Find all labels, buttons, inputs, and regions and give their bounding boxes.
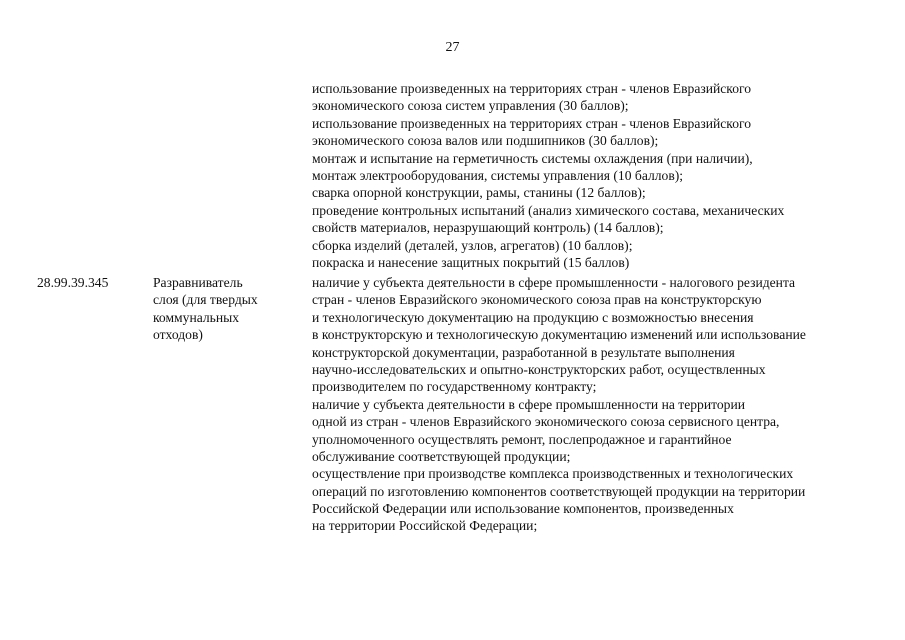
text-line: экономического союза валов или подшипников (30 баллов);	[312, 133, 659, 149]
text-line: наличие у субъекта деятельности в сфере промышленности - налогового резидента	[312, 275, 796, 290]
text-line: на территории Российской Федерации;	[312, 518, 538, 534]
continuation-text	[312, 80, 784, 271]
text-line: сварка опорной конструкции, рамы, станины (12 баллов);	[312, 185, 646, 201]
text-line: экономического союза систем управления (30 баллов);	[312, 98, 629, 114]
product-requirements	[312, 274, 806, 535]
text-line: осуществление при производстве комплекса производственных и технологических	[312, 466, 794, 482]
text-line: сборка изделий (деталей, узлов, агрегатов) (10 баллов);	[312, 237, 633, 253]
text-line: научно-исследовательских и опытно-конструкторских работ, осуществленных	[312, 361, 766, 377]
text-line: использование произведенных на территориях стран - членов Евразийского	[312, 81, 752, 96]
product-name	[153, 274, 258, 344]
text-line: монтаж и испытание на герметичность системы охлаждения (при наличии),	[312, 150, 753, 166]
text-line: наличие у субъекта деятельности в сфере промышленности на территории	[312, 396, 746, 412]
text-line: в конструкторскую и технологическую документацию изменений или использование	[312, 327, 806, 343]
product-code: 28.99.39.345	[37, 275, 109, 290]
text-line: Российской Федерации или использование компонентов, произведенных	[312, 501, 734, 517]
text-line: обслуживание соответствующей продукции;	[312, 448, 571, 464]
text-line: и технологическую документацию на продукцию с возможностью внесения	[312, 309, 754, 325]
name-line: коммунальных	[153, 309, 240, 325]
name-line: слоя (для твердых	[153, 292, 258, 308]
text-line: операций по изготовлению компонентов соответствующей продукции на территории	[312, 483, 806, 499]
text-line: свойств материалов, неразрушающий контроль) (14 баллов);	[312, 220, 664, 236]
page-number: 27	[445, 40, 460, 55]
text-line: стран - членов Евразийского экономического союза прав на конструкторскую	[312, 292, 762, 308]
text-line: покраска и нанесение защитных покрытий (15 баллов)	[312, 254, 630, 270]
text-line: уполномоченного осуществлять ремонт, послепродажное и гарантийное	[312, 431, 732, 447]
text-line: одной из стран - членов Евразийского экономического союза сервисного центра,	[312, 414, 780, 430]
text-line: конструкторской документации, разработанной в результате выполнения	[312, 344, 735, 360]
text-line: монтаж электрооборудования, системы управления (10 баллов);	[312, 167, 684, 183]
text-line: производителем по государственному контракту;	[312, 379, 597, 395]
text-line: проведение контрольных испытаний (анализ химического состава, механических	[312, 202, 785, 218]
name-line: Разравниватель	[153, 275, 243, 290]
text-line: использование произведенных на территориях стран - членов Евразийского	[312, 115, 752, 131]
name-line: отходов)	[153, 327, 203, 343]
